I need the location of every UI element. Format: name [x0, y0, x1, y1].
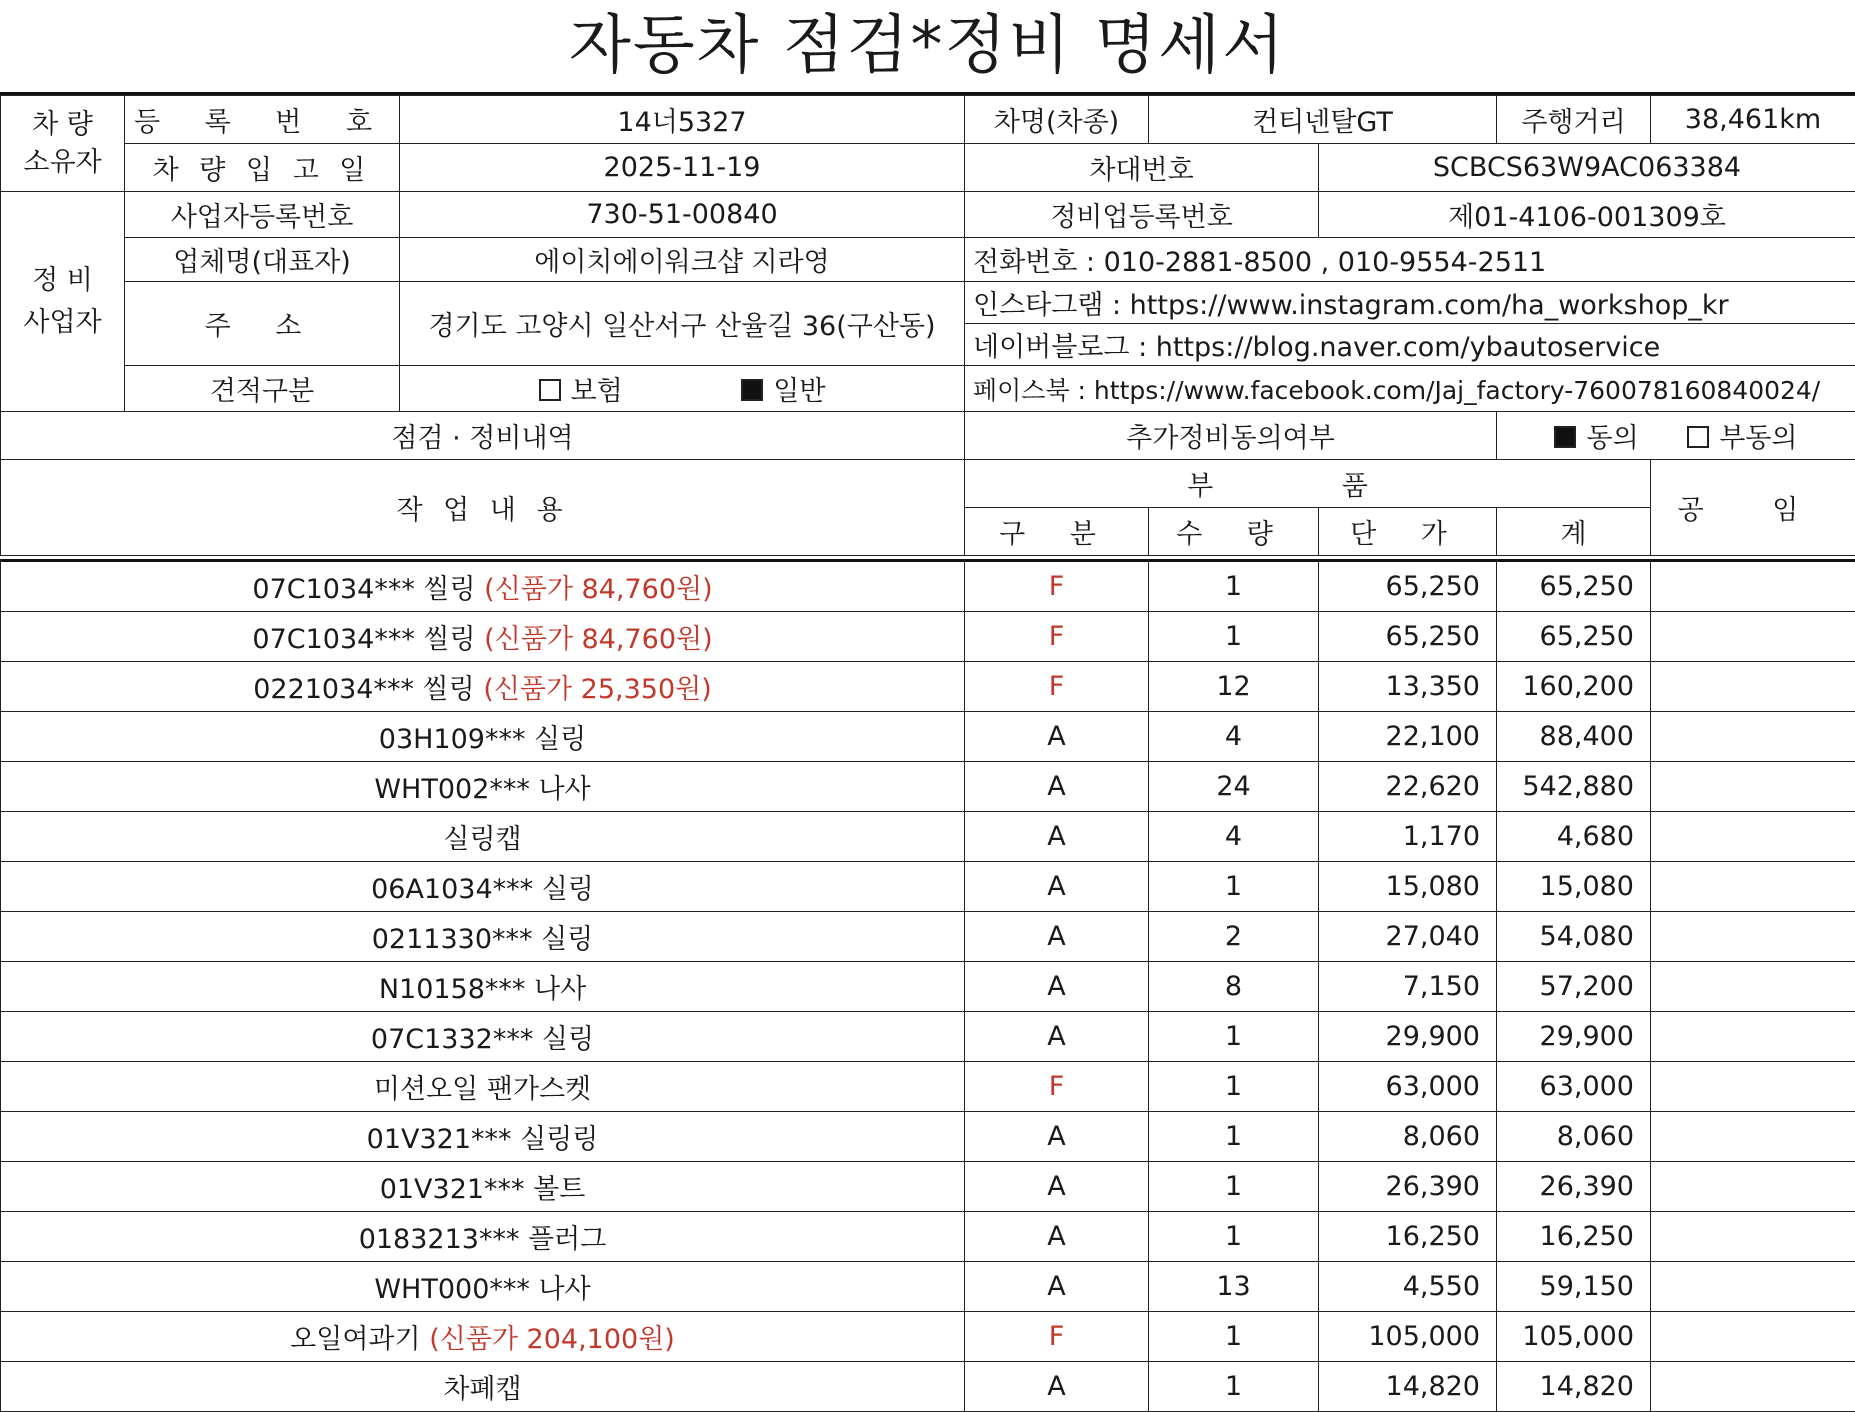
labor-cost [1651, 561, 1855, 612]
part-unit-price: 14,820 [1319, 1362, 1497, 1412]
part-unit-price: 7,150 [1319, 962, 1497, 1012]
labor-cost [1651, 762, 1855, 812]
part-qty: 4 [1149, 812, 1319, 862]
part-unit-price: 16,250 [1319, 1212, 1497, 1262]
table-row [1, 912, 1855, 962]
part-total: 65,250 [1497, 561, 1651, 612]
table-row [1, 1362, 1855, 1412]
labor-cost [1651, 1012, 1855, 1062]
part-total: 65,250 [1497, 612, 1651, 662]
work-item-name: N10158*** 나사 [379, 974, 586, 1005]
statement-form [0, 95, 1855, 1392]
part-type: A [965, 1212, 1149, 1262]
labor-cost [1651, 712, 1855, 762]
part-total: 105,000 [1497, 1312, 1651, 1362]
part-total: 4,680 [1497, 812, 1651, 862]
agree-option[interactable] [1554, 423, 1647, 454]
labor-cost [1651, 962, 1855, 1012]
estimate-type-options [400, 366, 965, 412]
part-qty: 24 [1149, 762, 1319, 812]
part-type: A [965, 812, 1149, 862]
part-unit-price: 65,250 [1319, 561, 1497, 612]
part-unit-price: 26,390 [1319, 1162, 1497, 1212]
table-row [1, 1112, 1855, 1162]
owner-label: 차 량 소유자 [1, 96, 125, 192]
work-item-name: 07C1332*** 실링 [371, 1024, 594, 1055]
work-item-name: 실링캡 [443, 824, 521, 855]
part-unit-price: 22,100 [1319, 712, 1497, 762]
insurance-option-label: 보험 [571, 376, 623, 407]
estimate-type-label: 견적구분 [125, 366, 400, 412]
reg-no-value: 14너5327 [400, 96, 965, 144]
part-total: 8,060 [1497, 1112, 1651, 1162]
part-qty: 1 [1149, 1012, 1319, 1062]
labor-cost [1651, 662, 1855, 712]
part-type: A [965, 1362, 1149, 1412]
new-part-price-note: (신품가 84,760원) [484, 624, 712, 655]
work-item [1, 1062, 965, 1112]
work-item-name: WHT002*** 나사 [374, 774, 590, 805]
part-total: 160,200 [1497, 662, 1651, 712]
general-option[interactable] [741, 376, 825, 407]
disagree-option-label: 부동의 [1719, 423, 1797, 454]
new-part-price-note: (신품가 204,100원) [429, 1324, 675, 1355]
work-item [1, 962, 965, 1012]
part-unit-price: 29,900 [1319, 1012, 1497, 1062]
part-type: A [965, 762, 1149, 812]
vin-label: 차대번호 [965, 144, 1319, 192]
part-unit-price: 4,550 [1319, 1262, 1497, 1312]
work-item [1, 762, 965, 812]
work-item [1, 912, 965, 962]
work-item [1, 1362, 965, 1412]
items-table [0, 559, 1855, 1412]
part-type: F [965, 561, 1149, 612]
table-row [1, 1212, 1855, 1262]
part-qty: 2 [1149, 912, 1319, 962]
part-unit-price: 105,000 [1319, 1312, 1497, 1362]
work-item [1, 1312, 965, 1362]
col-unit-price-header: 단 가 [1319, 508, 1497, 556]
work-item-name: 0221034*** 씰링 [253, 674, 475, 705]
part-unit-price: 1,170 [1319, 812, 1497, 862]
header-table [0, 95, 1855, 556]
checkbox-empty-icon [539, 379, 561, 401]
address-value: 경기도 고양시 일산서구 산율길 36(구산동) [400, 282, 965, 366]
shop-label: 정 비 사업자 [1, 192, 125, 412]
part-qty: 1 [1149, 1362, 1319, 1412]
work-item-name: 미션오일 팬가스켓 [374, 1074, 591, 1105]
part-type: A [965, 1112, 1149, 1162]
col-total-header: 계 [1497, 508, 1651, 556]
instagram-link[interactable]: 인스타그램 : https://www.instagram.com/ha_workshop_kr [965, 282, 1855, 324]
table-row [1, 1062, 1855, 1112]
part-type: F [965, 612, 1149, 662]
labor-cost [1651, 1112, 1855, 1162]
table-row [1, 1262, 1855, 1312]
work-item-name: 06A1034*** 실링 [371, 874, 594, 905]
agree-option-label: 동의 [1586, 423, 1638, 454]
labor-cost [1651, 1262, 1855, 1312]
labor-cost [1651, 912, 1855, 962]
part-type: A [965, 712, 1149, 762]
part-qty: 1 [1149, 1162, 1319, 1212]
part-qty: 4 [1149, 712, 1319, 762]
car-name-value: 컨티넨탈GT [1149, 96, 1497, 144]
work-item [1, 561, 965, 612]
table-row [1, 1012, 1855, 1062]
labor-header: 공 임 [1651, 460, 1855, 556]
checkbox-filled-icon [741, 379, 763, 401]
work-item-name: 03H109*** 실링 [379, 724, 586, 755]
part-type: F [965, 662, 1149, 712]
part-type: A [965, 1012, 1149, 1062]
part-total: 88,400 [1497, 712, 1651, 762]
work-item [1, 712, 965, 762]
blog-link[interactable]: 네이버블로그 : https://blog.naver.com/ybautoservice [965, 324, 1855, 366]
table-row [1, 862, 1855, 912]
disagree-option[interactable] [1687, 423, 1797, 454]
mileage-label: 주행거리 [1497, 96, 1651, 144]
checkbox-filled-icon [1554, 426, 1576, 448]
part-unit-price: 15,080 [1319, 862, 1497, 912]
table-row [1, 662, 1855, 712]
part-total: 16,250 [1497, 1212, 1651, 1262]
part-unit-price: 22,620 [1319, 762, 1497, 812]
checkbox-empty-icon [1687, 426, 1709, 448]
biz-reg-value: 730-51-00840 [400, 192, 965, 238]
labor-cost [1651, 612, 1855, 662]
service-reg-value: 제01-4106-001309호 [1319, 192, 1855, 238]
part-total: 63,000 [1497, 1062, 1651, 1112]
labor-cost [1651, 1212, 1855, 1262]
part-unit-price: 65,250 [1319, 612, 1497, 662]
work-item-name: 오일여과기 [290, 1324, 420, 1355]
mileage-value: 38,461km [1651, 96, 1855, 144]
part-total: 54,080 [1497, 912, 1651, 962]
work-item [1, 862, 965, 912]
table-row [1, 1162, 1855, 1212]
part-unit-price: 63,000 [1319, 1062, 1497, 1112]
part-type: A [965, 1162, 1149, 1212]
part-qty: 12 [1149, 662, 1319, 712]
work-item [1, 1262, 965, 1312]
table-row [1, 712, 1855, 762]
work-item-name: WHT000*** 나사 [374, 1274, 590, 1305]
biz-reg-label: 사업자등록번호 [125, 192, 400, 238]
labor-cost [1651, 812, 1855, 862]
work-item [1, 812, 965, 862]
item-rows [1, 561, 1855, 1412]
table-row [1, 762, 1855, 812]
part-unit-price: 27,040 [1319, 912, 1497, 962]
labor-cost [1651, 1162, 1855, 1212]
consent-options [1497, 412, 1855, 460]
vin-value: SCBCS63W9AC063384 [1319, 144, 1855, 192]
col-type-header: 구 분 [965, 508, 1149, 556]
entry-date-label: 차 량 입 고 일 [125, 144, 400, 192]
part-total: 29,900 [1497, 1012, 1651, 1062]
page-title: 자동차 점검*정비 명세서 [0, 0, 1855, 92]
part-qty: 1 [1149, 1062, 1319, 1112]
part-type: A [965, 862, 1149, 912]
company-name-label: 업체명(대표자) [125, 238, 400, 282]
table-row [1, 962, 1855, 1012]
parts-header: 부 품 [965, 460, 1651, 508]
part-total: 57,200 [1497, 962, 1651, 1012]
labor-cost [1651, 1312, 1855, 1362]
labor-cost [1651, 1062, 1855, 1112]
work-item [1, 1212, 965, 1262]
insurance-option[interactable] [539, 376, 632, 407]
work-content-header: 작 업 내 용 [1, 460, 965, 556]
part-total: 15,080 [1497, 862, 1651, 912]
part-total: 59,150 [1497, 1262, 1651, 1312]
history-label: 점검 · 정비내역 [1, 412, 965, 460]
work-item-name: 0211330*** 실링 [372, 924, 594, 955]
work-item [1, 612, 965, 662]
new-part-price-note: (신품가 84,760원) [484, 574, 712, 605]
company-name-value: 에이치에이워크샵 지라영 [400, 238, 965, 282]
phone-text: 전화번호 : 010-2881-8500 , 010-9554-2511 [965, 238, 1855, 282]
col-qty-header: 수 량 [1149, 508, 1319, 556]
work-item [1, 1162, 965, 1212]
part-unit-price: 8,060 [1319, 1112, 1497, 1162]
work-item-name: 01V321*** 실링링 [367, 1124, 599, 1155]
new-part-price-note: (신품가 25,350원) [483, 674, 711, 705]
reg-no-label: 등 록 번 호 [125, 96, 400, 144]
facebook-link[interactable]: 페이스북 : https://www.facebook.com/Jaj_factory-760078160840024/ [965, 366, 1855, 412]
part-qty: 1 [1149, 612, 1319, 662]
part-type: A [965, 1262, 1149, 1312]
table-row [1, 812, 1855, 862]
address-label: 주 소 [125, 282, 400, 366]
entry-date-value: 2025-11-19 [400, 144, 965, 192]
part-unit-price: 13,350 [1319, 662, 1497, 712]
part-total: 26,390 [1497, 1162, 1651, 1212]
work-item [1, 1012, 965, 1062]
table-row [1, 612, 1855, 662]
service-reg-label: 정비업등록번호 [965, 192, 1319, 238]
part-total: 14,820 [1497, 1362, 1651, 1412]
work-item-name: 07C1034*** 씰링 [252, 574, 475, 605]
part-qty: 1 [1149, 561, 1319, 612]
part-total: 542,880 [1497, 762, 1651, 812]
work-item-name: 07C1034*** 씰링 [252, 624, 475, 655]
part-type: A [965, 962, 1149, 1012]
table-row [1, 561, 1855, 612]
part-qty: 1 [1149, 862, 1319, 912]
car-name-label: 차명(차종) [965, 96, 1149, 144]
part-qty: 1 [1149, 1312, 1319, 1362]
part-qty: 8 [1149, 962, 1319, 1012]
general-option-label: 일반 [773, 376, 825, 407]
part-type: F [965, 1312, 1149, 1362]
part-qty: 1 [1149, 1112, 1319, 1162]
work-item [1, 1112, 965, 1162]
part-type: A [965, 912, 1149, 962]
labor-cost [1651, 1362, 1855, 1412]
part-qty: 1 [1149, 1212, 1319, 1262]
work-item-name: 01V321*** 볼트 [380, 1174, 586, 1205]
consent-label: 추가정비동의여부 [965, 412, 1497, 460]
work-item-name: 0183213*** 플러그 [359, 1224, 607, 1255]
part-type: F [965, 1062, 1149, 1112]
table-row [1, 1312, 1855, 1362]
work-item-name: 차폐캡 [443, 1374, 521, 1405]
work-item [1, 662, 965, 712]
labor-cost [1651, 862, 1855, 912]
part-qty: 13 [1149, 1262, 1319, 1312]
